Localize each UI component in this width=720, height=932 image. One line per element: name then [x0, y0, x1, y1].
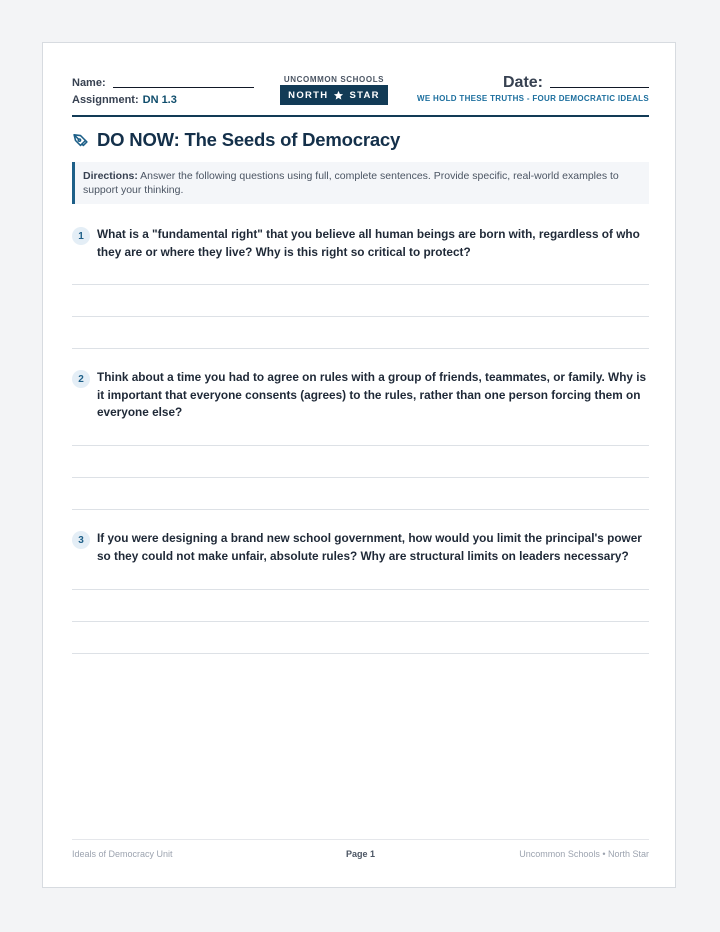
worksheet-header: [72, 74, 649, 114]
answer-line[interactable]: [72, 445, 649, 446]
page-title: [72, 129, 400, 151]
answer-line[interactable]: [72, 477, 649, 478]
answer-line[interactable]: [72, 589, 649, 590]
date-label: Date:: [502, 73, 543, 91]
star-icon: [333, 90, 344, 101]
question-number: 2: [72, 370, 90, 388]
title-text: DO NOW: The Seeds of Democracy: [97, 129, 401, 150]
answer-line[interactable]: [72, 284, 649, 285]
header-divider: [72, 115, 649, 117]
school-logo: [280, 74, 388, 105]
directions-box: [72, 162, 649, 204]
date-field[interactable]: [550, 78, 649, 88]
footer-unit-name: Ideals of Democracy Unit: [72, 849, 173, 859]
answer-line[interactable]: [72, 653, 649, 654]
question-text: If you were designing a brand new school government, how would you limit the principal's power so they could not make unfair, absolute rules? Why are structural limits on leaders necessary?: [97, 531, 642, 563]
name-label: Name:: [72, 76, 106, 89]
assignment-label: Assignment:: [72, 93, 139, 106]
question-number: 3: [72, 531, 90, 549]
answer-line[interactable]: [72, 348, 649, 349]
footer-page-number: Page 1: [345, 849, 376, 859]
question-text: What is a "fundamental right" that you believe all human beings are born with, regardless of who they are or where they live? Why is this right so critical to protect?: [97, 227, 640, 259]
answer-line[interactable]: [72, 316, 649, 317]
question-text: Think about a time you had to agree on rules with a group of friends, teammates, or family. Why is it important that everyone consents (agrees) to the rules, rather than one person forcing them on everyone else?: [97, 370, 647, 419]
north-star-badge: [280, 85, 388, 105]
name-field[interactable]: [113, 78, 254, 88]
directions-label: Directions:: [83, 170, 138, 182]
question-number: 1: [72, 227, 90, 245]
assignment-code: DN 1.3: [142, 93, 177, 106]
answer-line[interactable]: [72, 621, 649, 622]
footer-divider: [72, 839, 649, 840]
pen-nib-icon: [72, 132, 89, 149]
school-name: UNCOMMON SCHOOLS: [283, 75, 385, 84]
unit-tagline: WE HOLD THESE TRUTHS - FOUR DEMOCRATIC IDEALS: [416, 94, 649, 103]
answer-line[interactable]: [72, 509, 649, 510]
footer-school-name: Uncommon Schools • North Star: [519, 849, 649, 859]
badge-text-right: STAR: [349, 89, 380, 101]
badge-text-left: NORTH: [288, 89, 329, 101]
directions-text: Answer the following questions using full, complete sentences. Provide specific, real-world examples to support your thinking.: [83, 170, 619, 196]
worksheet-page: [42, 42, 676, 888]
